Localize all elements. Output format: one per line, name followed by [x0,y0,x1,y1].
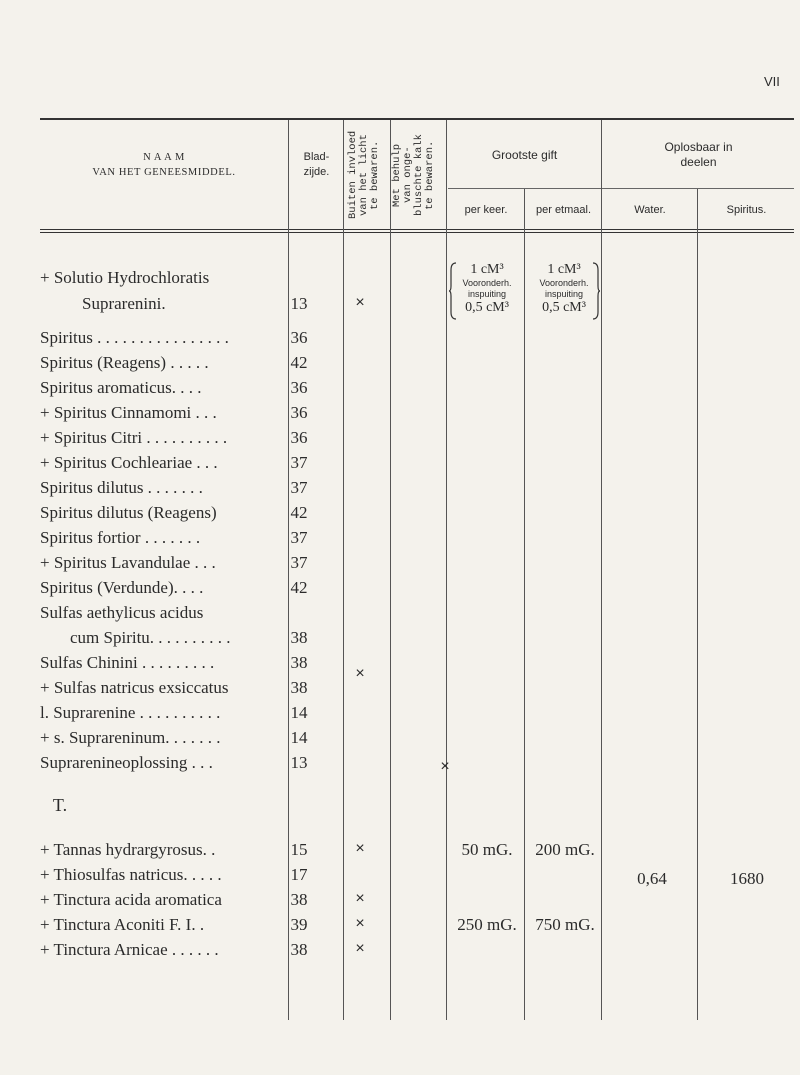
dose-per-keer: 250 mG. [457,915,517,934]
drug-name: Spiritus (Verdunde). . . . [40,578,204,597]
page-ref: 38 [290,678,308,697]
section-heading-t: T. [52,795,68,815]
drug-name: + Spiritus Lavandulae . . . [40,553,216,572]
table-row [0,553,800,577]
top-rule [40,118,794,120]
header-bottom-rule-2 [40,232,794,233]
per-etmaal-header: per etmaal. [535,204,592,216]
page-ref: 39 [290,915,308,934]
table-row [0,328,800,352]
light-mark: × [355,940,365,957]
dose-keer-top: 1 cM³ [470,262,504,277]
dose-etmaal-top: 1 cM³ [547,262,581,277]
dose-per-etmaal: 200 mG. [535,840,595,859]
solutio-dose-keer [448,262,526,316]
table-row [0,503,800,527]
drug-name: cum Spiritu. . . . . . . . . . [70,628,231,647]
table-row [0,603,800,627]
solubility-spiritus: 1680 [730,869,764,888]
table-row [0,915,800,939]
dose-per-keer: 50 mG. [461,840,513,859]
drug-name: Suprarenineoplossing . . . [40,753,213,772]
table-row [0,294,800,318]
page-ref: 36 [290,328,308,347]
drug-name: Sulfas aethylicus acidus [40,603,204,622]
page-ref: 36 [290,428,308,447]
drug-name: + Thiosulfas natricus. . . . . [40,865,222,884]
page-ref: 15 [290,840,308,859]
drug-name: + Spiritus Citri . . . . . . . . . . [40,428,228,447]
table-row [0,628,800,652]
page-ref: 14 [290,728,308,747]
light-mark: × [355,840,365,857]
drug-name: + s. Suprareninum. . . . . . . [40,728,221,747]
drug-name: + Sulfas natricus exsiccatus [40,678,229,697]
table-row [0,840,800,864]
table-row [0,728,800,752]
page-ref: 38 [290,628,308,647]
table-row [0,703,800,727]
page-ref: 38 [290,890,308,909]
table-row [0,403,800,427]
page-ref: 42 [290,578,308,597]
oplosbaar-header: Oplosbaar in deelen [664,140,733,169]
table-row [0,268,800,292]
table-row [0,653,800,682]
page-ref: 36 [290,378,308,397]
page-ref: 13 [290,753,308,772]
solutio-dose-etmaal [526,262,602,316]
brace-right-icon [592,262,600,320]
drug-name: + Tinctura Arnicae . . . . . . [40,940,219,959]
blad-header [290,150,343,180]
drug-name: l. Suprarenine . . . . . . . . . . [40,703,221,722]
drug-name: + Solutio Hydrochloratis [40,268,210,287]
page-ref: 38 [290,653,308,672]
page-ref: 42 [290,353,308,372]
drug-name: Spiritus fortior . . . . . . . [40,528,201,547]
light-header: Buiten invloed van het licht te bewaren. [347,130,381,220]
page-ref: 38 [290,940,308,959]
water-header: Water. [634,204,666,216]
drug-name: Spiritus aromaticus. . . . [40,378,202,397]
blad-header-line2: zijde. [303,166,330,178]
table-row [0,378,800,402]
lime-mark: × [440,758,450,775]
table-row [0,578,800,602]
solubility-water: 0,64 [637,869,667,888]
drug-name: Spiritus (Reagens) . . . . . [40,353,209,372]
dose-keer-bot: 0,5 cM³ [465,300,509,315]
drug-name: + Tannas hydrargyrosus. . [40,840,216,859]
drug-name: Suprarenini. [82,294,166,313]
page-ref: 36 [290,403,308,422]
page-number: VII [764,74,780,89]
drug-name: + Spiritus Cinnamomi . . . [40,403,217,422]
dose-keer-mid: Vooronderh. [462,278,512,288]
table-row [0,890,800,914]
table-row [0,528,800,552]
table-row [0,940,800,964]
blad-header-line1: Blad- [303,151,330,163]
dose-per-etmaal: 750 mG. [535,915,595,934]
light-mark: × [355,890,365,907]
page-ref: 37 [290,453,308,472]
naam-header-line2: VAN HET GENEESMIDDEL. [92,167,236,178]
table-row [0,428,800,452]
lime-header: Met behulp van onge- bluschte kalk te bewaren. [391,134,436,216]
naam-header [40,150,288,180]
light-mark: × [355,915,365,932]
table-row [0,453,800,477]
light-mark: × [355,294,365,311]
drug-name: + Tinctura Aconiti F. I. . [40,915,205,934]
dose-etmaal-bot: 0,5 cM³ [542,300,586,315]
table-row [0,353,800,377]
dose-keer-mid2: inspuiting [467,289,507,299]
dose-etmaal-mid: Vooronderh. [539,278,589,288]
header-bottom-rule [40,229,794,230]
drug-name: + Tinctura acida aromatica [40,890,222,909]
page-ref: 37 [290,528,308,547]
per-keer-header: per keer. [464,204,508,216]
table-row [0,678,800,702]
table-row [0,865,800,889]
drug-name: Spiritus dilutus . . . . . . . [40,478,203,497]
brace-left-icon [449,262,457,320]
subheader-rule [448,188,794,189]
grootste-gift-header: Grootste gift [491,148,558,162]
spiritus-header: Spiritus. [726,204,767,216]
page-ref: 13 [290,294,308,313]
page-ref: 14 [290,703,308,722]
page-ref: 37 [290,553,308,572]
table-row [0,478,800,502]
page-ref: 37 [290,478,308,497]
light-mark: × [355,665,365,682]
page-ref: 42 [290,503,308,522]
drug-name: Sulfas Chinini . . . . . . . . . [40,653,215,672]
drug-name: Spiritus . . . . . . . . . . . . . . . . [40,328,229,347]
dose-etmaal-mid2: inspuiting [544,289,584,299]
drug-name: Spiritus dilutus (Reagens) [40,503,217,522]
naam-header-line1: N A A M [143,152,185,163]
page-ref: 17 [290,865,308,884]
table-row [0,753,800,777]
drug-name: + Spiritus Cochleariae . . . [40,453,218,472]
